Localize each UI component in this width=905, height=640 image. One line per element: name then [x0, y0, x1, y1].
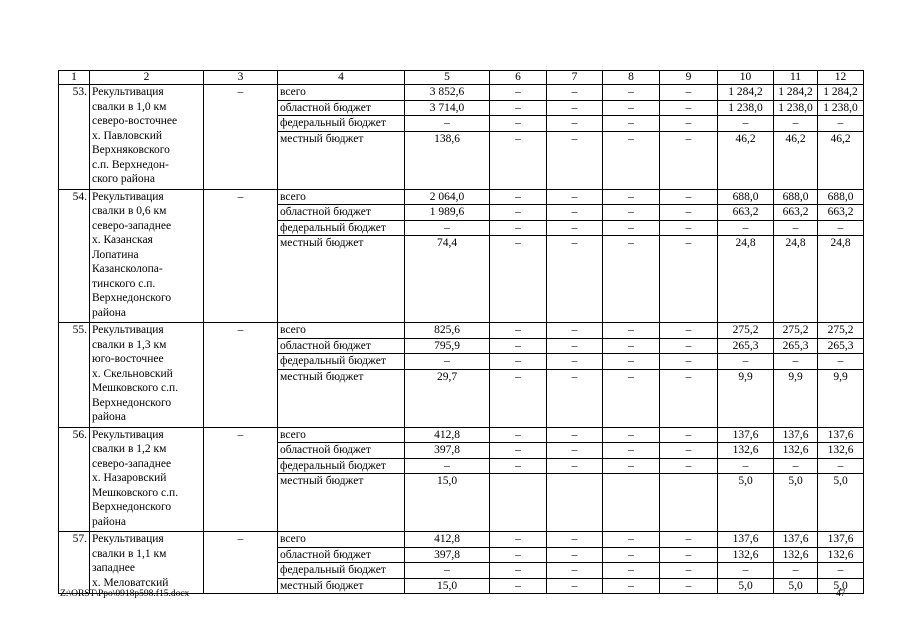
value-cell-12: 688,0	[818, 189, 864, 205]
value-cell-7: –	[547, 189, 603, 205]
funding-source: местный бюджет	[278, 578, 405, 594]
value-cell-10: –	[718, 220, 774, 236]
value-cell-6: –	[490, 532, 547, 548]
value-cell-7: –	[547, 547, 603, 563]
funding-source: местный бюджет	[278, 369, 405, 427]
value-cell-8: –	[603, 220, 660, 236]
value-cell-5: 825,6	[405, 323, 490, 339]
value-cell-7: –	[547, 532, 603, 548]
value-cell-5: 412,8	[405, 427, 490, 443]
activity-name-line: Рекультивация	[92, 533, 164, 545]
value-cell-8: –	[603, 458, 660, 474]
activity-name-line: Мешковского с.п.	[92, 486, 179, 499]
value-cell-9: –	[660, 532, 718, 548]
value-cell-12: 275,2	[818, 323, 864, 339]
value-cell-12: –	[818, 354, 864, 370]
funding-source: всего	[278, 323, 405, 339]
value-cell-10: 137,6	[718, 532, 774, 548]
funding-source: местный бюджет	[278, 131, 405, 189]
header-row	[59, 71, 864, 85]
activity-name-line: свалки в 1,2 км	[92, 443, 167, 455]
funding-source: областной бюджет	[278, 338, 405, 354]
value-cell-12: 5,0	[818, 474, 864, 532]
value-cell-8: –	[603, 578, 660, 594]
value-cell-11: 265,3	[774, 338, 818, 354]
value-cell-11: –	[774, 354, 818, 370]
activity-name-line: свалки в 1,3 км	[92, 338, 167, 351]
table-row	[59, 189, 864, 205]
value-cell-7: –	[547, 427, 603, 443]
activity-name-line: х. Назаровский	[92, 472, 167, 484]
value-cell-7: –	[547, 85, 603, 101]
value-cell-12: 46,2	[818, 131, 864, 189]
value-cell-11: 5,0	[774, 578, 818, 594]
value-cell-6: –	[490, 458, 547, 474]
value-cell-5: –	[405, 116, 490, 132]
activity-name-line: ского района	[92, 173, 155, 185]
value-cell-10: 275,2	[718, 323, 774, 339]
activity-name-line: Рекультивация	[92, 86, 164, 98]
value-cell-9: –	[660, 443, 718, 459]
header-cell: 4	[278, 71, 405, 85]
activity-name-line: Рекультивация	[92, 190, 164, 203]
header-cell: 1	[59, 71, 90, 85]
footer-file-path: Z:\ORST\Ppo\0918p598.f15.docx	[60, 589, 190, 599]
value-cell-10: 9,9	[718, 369, 774, 427]
value-cell-11: 137,6	[774, 427, 818, 443]
row-number: 57.	[59, 532, 90, 594]
value-cell-9: –	[660, 338, 718, 354]
activity-name-line: свалки в 0,6 км	[92, 205, 167, 217]
responsible-cell: –	[204, 85, 278, 190]
header-cell: 8	[603, 71, 660, 85]
value-cell-8: –	[603, 532, 660, 548]
value-cell-11: 5,0	[774, 474, 818, 532]
value-cell-6	[490, 474, 547, 532]
value-cell-6: –	[490, 220, 547, 236]
value-cell-6: –	[490, 443, 547, 459]
value-cell-8: –	[603, 547, 660, 563]
value-cell-9: –	[660, 85, 718, 101]
value-cell-10: 137,6	[718, 427, 774, 443]
header-cell: 7	[547, 71, 603, 85]
value-cell-11: 688,0	[774, 189, 818, 205]
value-cell-12: 1 284,2	[818, 85, 864, 101]
value-cell-5: 412,8	[405, 532, 490, 548]
value-cell-5: 15,0	[405, 474, 490, 532]
value-cell-7	[547, 474, 603, 532]
activity-name-line: северо-восточнее	[92, 115, 178, 127]
value-cell-5: –	[405, 354, 490, 370]
activity-name	[90, 323, 204, 428]
activity-name-line: х. Скельновский	[92, 367, 173, 380]
row-number: 53.	[59, 85, 90, 190]
value-cell-7: –	[547, 458, 603, 474]
activity-name-line: юго-восточнее	[92, 353, 164, 365]
activity-name	[90, 427, 204, 532]
activity-name-line: западнее	[92, 562, 135, 574]
value-cell-9: –	[660, 427, 718, 443]
row-number: 56.	[59, 427, 90, 532]
value-cell-5: 15,0	[405, 578, 490, 594]
value-cell-7: –	[547, 443, 603, 459]
value-cell-6: –	[490, 354, 547, 370]
activity-name	[90, 85, 204, 190]
funding-source: федеральный бюджет	[278, 458, 405, 474]
value-cell-7: –	[547, 220, 603, 236]
program-table	[58, 70, 864, 594]
funding-source: областной бюджет	[278, 547, 405, 563]
value-cell-5: 3 714,0	[405, 100, 490, 116]
value-cell-5: 397,8	[405, 547, 490, 563]
value-cell-5: 74,4	[405, 236, 490, 323]
value-cell-8	[603, 474, 660, 532]
value-cell-6: –	[490, 563, 547, 579]
value-cell-6: –	[490, 116, 547, 132]
value-cell-6: –	[490, 236, 547, 323]
table-row	[59, 427, 864, 443]
value-cell-6: –	[490, 323, 547, 339]
value-cell-5: 29,7	[405, 369, 490, 427]
funding-source: всего	[278, 532, 405, 548]
activity-name	[90, 189, 204, 323]
value-cell-5: 397,8	[405, 443, 490, 459]
value-cell-6: –	[490, 369, 547, 427]
value-cell-10: 265,3	[718, 338, 774, 354]
activity-name	[90, 532, 204, 594]
value-cell-6: –	[490, 578, 547, 594]
activity-name-line: северо-западнее	[92, 219, 172, 232]
value-cell-9: –	[660, 100, 718, 116]
header-cell: 6	[490, 71, 547, 85]
table-row	[59, 532, 864, 548]
activity-name-line: Рекультивация	[92, 324, 164, 336]
value-cell-8: –	[603, 563, 660, 579]
value-cell-11: 132,6	[774, 443, 818, 459]
value-cell-10: 688,0	[718, 189, 774, 205]
value-cell-6: –	[490, 100, 547, 116]
value-cell-9: –	[660, 563, 718, 579]
value-cell-8: –	[603, 427, 660, 443]
funding-source: федеральный бюджет	[278, 563, 405, 579]
table-row	[59, 323, 864, 339]
header-cell: 5	[405, 71, 490, 85]
value-cell-11: 137,6	[774, 532, 818, 548]
value-cell-6: –	[490, 338, 547, 354]
value-cell-11: 132,6	[774, 547, 818, 563]
activity-name-line: Верхнедонского	[92, 396, 172, 409]
responsible-cell: –	[204, 532, 278, 594]
value-cell-12: –	[818, 563, 864, 579]
value-cell-11: –	[774, 563, 818, 579]
funding-source: областной бюджет	[278, 205, 405, 221]
value-cell-10: 663,2	[718, 205, 774, 221]
value-cell-9: –	[660, 354, 718, 370]
funding-source: всего	[278, 427, 405, 443]
value-cell-12: 663,2	[818, 205, 864, 221]
value-cell-10: –	[718, 116, 774, 132]
value-cell-9: –	[660, 458, 718, 474]
value-cell-9	[660, 474, 718, 532]
value-cell-12: –	[818, 220, 864, 236]
table-row	[59, 85, 864, 101]
value-cell-8: –	[603, 338, 660, 354]
table-body	[59, 71, 864, 594]
funding-source: местный бюджет	[278, 474, 405, 532]
responsible-cell: –	[204, 323, 278, 428]
value-cell-5: –	[405, 563, 490, 579]
value-cell-12: 24,8	[818, 236, 864, 323]
activity-name-line: Верхнедонского	[92, 292, 172, 304]
value-cell-12: –	[818, 116, 864, 132]
value-cell-5: 2 064,0	[405, 189, 490, 205]
value-cell-7: –	[547, 116, 603, 132]
funding-source: федеральный бюджет	[278, 354, 405, 370]
value-cell-11: –	[774, 116, 818, 132]
value-cell-7: –	[547, 369, 603, 427]
value-cell-9: –	[660, 116, 718, 132]
value-cell-12: –	[818, 458, 864, 474]
value-cell-5: 795,9	[405, 338, 490, 354]
value-cell-7: –	[547, 323, 603, 339]
funding-source: федеральный бюджет	[278, 116, 405, 132]
value-cell-10: 132,6	[718, 547, 774, 563]
activity-name-line: Мешковского с.п.	[92, 382, 179, 394]
value-cell-9: –	[660, 189, 718, 205]
header-cell: 2	[90, 71, 204, 85]
activity-name-line: Верхнедонского	[92, 501, 172, 513]
value-cell-7: –	[547, 205, 603, 221]
value-cell-7: –	[547, 236, 603, 323]
activity-name-line: с.п. Верхнедон-	[92, 158, 169, 171]
responsible-cell: –	[204, 189, 278, 323]
value-cell-12: 9,9	[818, 369, 864, 427]
value-cell-10: 46,2	[718, 131, 774, 189]
value-cell-9: –	[660, 323, 718, 339]
value-cell-8: –	[603, 443, 660, 459]
activity-name-line: свалки в 1,1 км	[92, 547, 167, 560]
value-cell-6: –	[490, 131, 547, 189]
value-cell-10: –	[718, 563, 774, 579]
value-cell-9: –	[660, 205, 718, 221]
activity-name-line: тинского с.п.	[92, 277, 156, 290]
value-cell-10: 5,0	[718, 578, 774, 594]
value-cell-8: –	[603, 236, 660, 323]
activity-name-line: района	[92, 515, 127, 528]
value-cell-8: –	[603, 100, 660, 116]
value-cell-7: –	[547, 131, 603, 189]
value-cell-11: 46,2	[774, 131, 818, 189]
value-cell-5: 1 989,6	[405, 205, 490, 221]
value-cell-6: –	[490, 85, 547, 101]
value-cell-8: –	[603, 116, 660, 132]
value-cell-8: –	[603, 205, 660, 221]
value-cell-9: –	[660, 369, 718, 427]
value-cell-11: 1 238,0	[774, 100, 818, 116]
value-cell-8: –	[603, 85, 660, 101]
value-cell-7: –	[547, 578, 603, 594]
value-cell-11: 663,2	[774, 205, 818, 221]
value-cell-10: 132,6	[718, 443, 774, 459]
value-cell-10: 24,8	[718, 236, 774, 323]
header-cell: 12	[818, 71, 864, 85]
activity-name-line: района	[92, 306, 127, 319]
value-cell-10: 1 284,2	[718, 85, 774, 101]
value-cell-11: –	[774, 220, 818, 236]
value-cell-6: –	[490, 205, 547, 221]
value-cell-9: –	[660, 547, 718, 563]
value-cell-8: –	[603, 131, 660, 189]
page-number: 47	[836, 589, 846, 599]
value-cell-12: 132,6	[818, 443, 864, 459]
value-cell-12: 5,0	[818, 578, 864, 594]
value-cell-10: 5,0	[718, 474, 774, 532]
value-cell-10: –	[718, 354, 774, 370]
row-number: 55.	[59, 323, 90, 428]
row-number: 54.	[59, 189, 90, 323]
value-cell-9: –	[660, 131, 718, 189]
value-cell-9: –	[660, 236, 718, 323]
header-cell: 11	[774, 71, 818, 85]
value-cell-5: 3 852,6	[405, 85, 490, 101]
activity-name-line: Верхняковского	[92, 144, 170, 156]
funding-source: всего	[278, 85, 405, 101]
funding-source: местный бюджет	[278, 236, 405, 323]
activity-name-line: Лопатина	[92, 248, 139, 261]
value-cell-6: –	[490, 189, 547, 205]
activity-name-line: Рекультивация	[92, 428, 164, 441]
value-cell-12: 137,6	[818, 427, 864, 443]
value-cell-5: –	[405, 220, 490, 236]
activity-name-line: района	[92, 411, 127, 423]
activity-name-line: северо-западнее	[92, 457, 172, 470]
value-cell-11: 1 284,2	[774, 85, 818, 101]
value-cell-11: 275,2	[774, 323, 818, 339]
value-cell-12: 132,6	[818, 547, 864, 563]
responsible-cell: –	[204, 427, 278, 532]
value-cell-7: –	[547, 354, 603, 370]
header-cell: 10	[718, 71, 774, 85]
activity-name-line: х. Павловский	[92, 129, 163, 142]
value-cell-5: 138,6	[405, 131, 490, 189]
value-cell-5: –	[405, 458, 490, 474]
value-cell-12: 137,6	[818, 532, 864, 548]
value-cell-6: –	[490, 427, 547, 443]
value-cell-7: –	[547, 563, 603, 579]
funding-source: областной бюджет	[278, 100, 405, 116]
header-cell: 3	[204, 71, 278, 85]
value-cell-10: –	[718, 458, 774, 474]
value-cell-7: –	[547, 338, 603, 354]
value-cell-9: –	[660, 220, 718, 236]
activity-name-line: х. Меловатский	[92, 576, 169, 589]
value-cell-11: 24,8	[774, 236, 818, 323]
value-cell-6: –	[490, 547, 547, 563]
value-cell-11: 9,9	[774, 369, 818, 427]
activity-name-line: свалки в 1,0 км	[92, 100, 167, 113]
value-cell-10: 1 238,0	[718, 100, 774, 116]
value-cell-12: 1 238,0	[818, 100, 864, 116]
header-cell: 9	[660, 71, 718, 85]
value-cell-8: –	[603, 354, 660, 370]
funding-source: всего	[278, 189, 405, 205]
value-cell-9: –	[660, 578, 718, 594]
value-cell-8: –	[603, 323, 660, 339]
value-cell-11: –	[774, 458, 818, 474]
value-cell-12: 265,3	[818, 338, 864, 354]
funding-source: областной бюджет	[278, 443, 405, 459]
activity-name-line: Казансколопа-	[92, 263, 163, 275]
value-cell-8: –	[603, 369, 660, 427]
value-cell-7: –	[547, 100, 603, 116]
activity-name-line: х. Казанская	[92, 234, 153, 246]
funding-source: федеральный бюджет	[278, 220, 405, 236]
value-cell-8: –	[603, 189, 660, 205]
